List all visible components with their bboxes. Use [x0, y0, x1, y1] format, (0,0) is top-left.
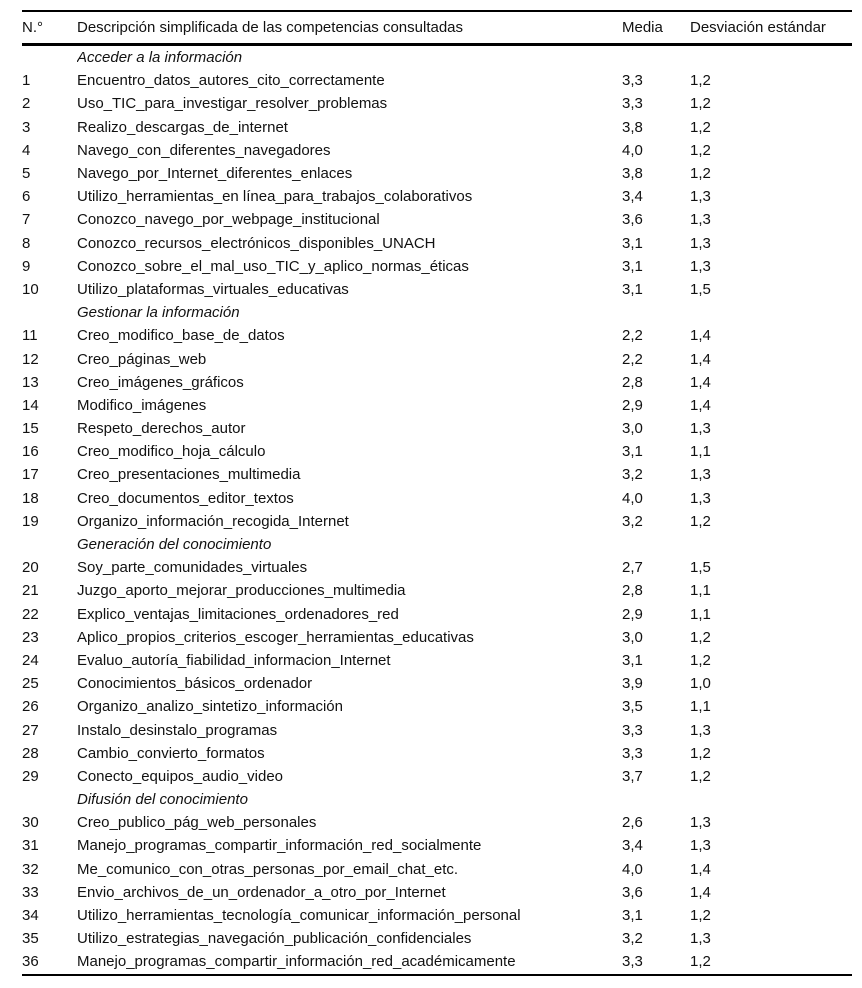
row-number: 2: [22, 95, 31, 113]
std-dev-value: 1,2: [690, 95, 711, 113]
std-dev-value: 1,2: [690, 953, 711, 971]
media-value: 3,4: [622, 837, 643, 855]
row-number: 35: [22, 930, 39, 948]
row-number: 10: [22, 280, 39, 298]
competency-description: Cambio_convierto_formatos: [77, 744, 265, 762]
competency-description: Uso_TIC_para_investigar_resolver_problemas: [77, 95, 388, 113]
std-dev-value: 1,4: [690, 327, 711, 345]
std-dev-value: 1,2: [690, 118, 711, 136]
table-row: [22, 487, 852, 510]
table-row: [22, 116, 852, 139]
media-value: 4,0: [622, 860, 643, 878]
table-row: [22, 858, 852, 881]
column-header-std-dev: Desviación estándar: [690, 11, 852, 45]
table-row: [22, 208, 852, 231]
table-row: [22, 185, 852, 208]
table-row: [22, 626, 852, 649]
table-row: [22, 255, 852, 278]
media-value: 3,2: [622, 930, 643, 948]
competency-description: Aplico_propios_criterios_escoger_herramientas_educativas: [77, 628, 474, 646]
row-number: 20: [22, 559, 39, 577]
table-row: [22, 510, 852, 533]
section-number-cell: [22, 301, 77, 324]
std-dev-value: 1,1: [690, 605, 711, 623]
section-number-cell: [22, 45, 77, 70]
competency-description: Organizo_información_recogida_Internet: [77, 512, 349, 530]
std-dev-value: 1,3: [690, 489, 711, 507]
media-value: 3,6: [622, 883, 643, 901]
row-number: 26: [22, 698, 39, 716]
table-row: [22, 232, 852, 255]
row-number: 33: [22, 883, 39, 901]
std-dev-value: 1,1: [690, 582, 711, 600]
media-value: 3,9: [622, 675, 643, 693]
column-header-description: Descripción simplificada de las competencias consultadas: [77, 11, 622, 45]
std-dev-value: 1,2: [690, 141, 711, 159]
std-dev-value: 1,3: [690, 837, 711, 855]
table-row: [22, 556, 852, 579]
media-value: 3,0: [622, 420, 643, 438]
competency-description: Instalo_desinstalo_programas: [77, 721, 278, 739]
table-body: [22, 45, 852, 975]
table-row: [22, 765, 852, 788]
std-dev-value: 1,2: [690, 744, 711, 762]
media-value: 2,9: [622, 396, 643, 414]
section-row: [22, 45, 852, 70]
row-number: 24: [22, 651, 39, 669]
std-dev-value: 1,3: [690, 814, 711, 832]
media-value: 3,8: [622, 118, 643, 136]
std-dev-value: 1,4: [690, 396, 711, 414]
table-row: [22, 278, 852, 301]
std-dev-value: 1,1: [690, 443, 711, 461]
row-number: 6: [22, 188, 31, 206]
table-row: [22, 371, 852, 394]
media-value: 2,6: [622, 814, 643, 832]
std-dev-value: 1,2: [690, 628, 711, 646]
row-number: 18: [22, 489, 39, 507]
std-dev-value: 1,4: [690, 350, 711, 368]
competency-description: Me_comunico_con_otras_personas_por_email_chat_etc.: [77, 860, 459, 878]
row-number: 19: [22, 512, 39, 530]
media-value: 3,3: [622, 953, 643, 971]
std-dev-value: 1,3: [690, 466, 711, 484]
row-number: 27: [22, 721, 39, 739]
row-number: 12: [22, 350, 39, 368]
media-value: 3,3: [622, 721, 643, 739]
table-row: [22, 417, 852, 440]
competencies-table: [22, 10, 852, 976]
std-dev-value: 1,0: [690, 675, 711, 693]
row-number: 13: [22, 373, 39, 391]
competency-description: Utilizo_plataformas_virtuales_educativas: [77, 280, 349, 298]
competency-description: Conecto_equipos_audio_video: [77, 767, 284, 785]
section-number-cell: [22, 533, 77, 556]
row-number: 31: [22, 837, 39, 855]
table-row: [22, 881, 852, 904]
media-value: 3,1: [622, 280, 643, 298]
section-label: Generación del conocimiento: [77, 536, 272, 554]
competency-description: Creo_modifico_hoja_cálculo: [77, 443, 266, 461]
media-value: 2,2: [622, 327, 643, 345]
competency-description: Encuentro_datos_autores_cito_correctamente: [77, 72, 385, 90]
section-label: Gestionar la información: [77, 304, 240, 322]
row-number: 28: [22, 744, 39, 762]
media-value: 3,3: [622, 744, 643, 762]
table-row: [22, 579, 852, 602]
row-number: 11: [22, 327, 38, 345]
std-dev-value: 1,3: [690, 257, 711, 275]
media-value: 3,1: [622, 257, 643, 275]
media-value: 2,2: [622, 350, 643, 368]
row-number: 9: [22, 257, 31, 275]
table-row: [22, 904, 852, 927]
competency-description: Envio_archivos_de_un_ordenador_a_otro_por_Internet: [77, 883, 446, 901]
column-header-media: Media: [622, 11, 690, 45]
table-row: [22, 950, 852, 974]
row-number: 16: [22, 443, 39, 461]
media-value: 3,1: [622, 234, 643, 252]
table-row: [22, 394, 852, 417]
section-number-cell: [22, 788, 77, 811]
competency-description: Creo_documentos_editor_textos: [77, 489, 294, 507]
std-dev-value: 1,2: [690, 907, 711, 925]
header-row: [22, 11, 852, 45]
section-row: [22, 301, 852, 324]
std-dev-value: 1,2: [690, 512, 711, 530]
competency-description: Conocimientos_básicos_ordenador: [77, 675, 313, 693]
media-value: 3,1: [622, 907, 643, 925]
row-number: 1: [22, 72, 31, 90]
media-value: 3,3: [622, 72, 643, 90]
competency-description: Creo_presentaciones_multimedia: [77, 466, 301, 484]
std-dev-value: 1,4: [690, 373, 711, 391]
row-number: 32: [22, 860, 39, 878]
media-value: 4,0: [622, 141, 643, 159]
competency-description: Evaluo_autoría_fiabilidad_informacion_Internet: [77, 651, 391, 669]
row-number: 14: [22, 396, 39, 414]
media-value: 3,2: [622, 466, 643, 484]
std-dev-value: 1,3: [690, 721, 711, 739]
row-number: 15: [22, 420, 39, 438]
std-dev-value: 1,3: [690, 234, 711, 252]
table-row: [22, 92, 852, 115]
std-dev-value: 1,3: [690, 188, 711, 206]
row-number: 22: [22, 605, 39, 623]
competency-description: Explico_ventajas_limitaciones_ordenadores_red: [77, 605, 399, 623]
competency-description: Creo_publico_pág_web_personales: [77, 814, 317, 832]
row-number: 21: [22, 582, 39, 600]
table-row: [22, 324, 852, 347]
table-row: [22, 927, 852, 950]
competency-description: Utilizo_herramientas_en línea_para_trabajos_colaborativos: [77, 188, 473, 206]
table-row: [22, 69, 852, 92]
section-label: Difusión del conocimiento: [77, 791, 248, 809]
std-dev-value: 1,4: [690, 883, 711, 901]
competency-description: Navego_por_Internet_diferentes_enlaces: [77, 165, 353, 183]
media-value: 2,7: [622, 559, 643, 577]
competency-description: Creo_modifico_base_de_datos: [77, 327, 285, 345]
competency-description: Conozco_navego_por_webpage_institucional: [77, 211, 380, 229]
column-header-number: N.°: [22, 11, 77, 45]
row-number: 17: [22, 466, 39, 484]
std-dev-value: 1,3: [690, 930, 711, 948]
media-value: 3,6: [622, 211, 643, 229]
competency-description: Navego_con_diferentes_navegadores: [77, 141, 331, 159]
std-dev-value: 1,2: [690, 767, 711, 785]
media-value: 2,9: [622, 605, 643, 623]
competency-description: Utilizo_herramientas_tecnología_comunicar_información_personal: [77, 907, 521, 925]
competency-description: Creo_imágenes_gráficos: [77, 373, 244, 391]
table-row: [22, 672, 852, 695]
competency-description: Organizo_analizo_sintetizo_información: [77, 698, 343, 716]
row-number: 34: [22, 907, 39, 925]
competency-description: Realizo_descargas_de_internet: [77, 118, 288, 136]
competency-description: Modifico_imágenes: [77, 396, 207, 414]
competency-description: Conozco_sobre_el_mal_uso_TIC_y_aplico_normas_éticas: [77, 257, 469, 275]
table-row: [22, 742, 852, 765]
table-row: [22, 162, 852, 185]
table-header: [22, 11, 852, 45]
media-value: 2,8: [622, 582, 643, 600]
competency-description: Soy_parte_comunidades_virtuales: [77, 559, 308, 577]
table-row: [22, 811, 852, 834]
competency-description: Juzgo_aporto_mejorar_producciones_multimedia: [77, 582, 406, 600]
std-dev-value: 1,2: [690, 165, 711, 183]
row-number: 30: [22, 814, 39, 832]
table-row: [22, 718, 852, 741]
row-number: 36: [22, 953, 39, 971]
std-dev-value: 1,3: [690, 211, 711, 229]
std-dev-value: 1,5: [690, 559, 711, 577]
row-number: 8: [22, 234, 31, 252]
competency-description: Respeto_derechos_autor: [77, 420, 246, 438]
media-value: 3,5: [622, 698, 643, 716]
table-row: [22, 649, 852, 672]
media-value: 3,3: [622, 95, 643, 113]
table-row: [22, 347, 852, 370]
table-row: [22, 463, 852, 486]
std-dev-value: 1,5: [690, 280, 711, 298]
row-number: 5: [22, 165, 31, 183]
table-row: [22, 139, 852, 162]
media-value: 3,1: [622, 443, 643, 461]
section-row: [22, 788, 852, 811]
std-dev-value: 1,1: [690, 698, 711, 716]
row-number: 4: [22, 141, 31, 159]
competency-description: Conozco_recursos_electrónicos_disponibles_UNACH: [77, 234, 436, 252]
std-dev-value: 1,4: [690, 860, 711, 878]
table-row: [22, 834, 852, 857]
std-dev-value: 1,2: [690, 72, 711, 90]
row-number: 3: [22, 118, 31, 136]
row-number: 25: [22, 675, 39, 693]
media-value: 2,8: [622, 373, 643, 391]
competency-description: Utilizo_estrategias_navegación_publicación_confidenciales: [77, 930, 472, 948]
table-row: [22, 603, 852, 626]
std-dev-value: 1,2: [690, 651, 711, 669]
media-value: 3,4: [622, 188, 643, 206]
std-dev-value: 1,3: [690, 420, 711, 438]
competency-description: Manejo_programas_compartir_información_red_académicamente: [77, 953, 516, 971]
media-value: 3,2: [622, 512, 643, 530]
media-value: 3,0: [622, 628, 643, 646]
media-value: 3,7: [622, 767, 643, 785]
competency-description: Creo_páginas_web: [77, 350, 207, 368]
row-number: 29: [22, 767, 39, 785]
competency-description: Manejo_programas_compartir_información_red_socialmente: [77, 837, 482, 855]
media-value: 4,0: [622, 489, 643, 507]
section-row: [22, 533, 852, 556]
media-value: 3,1: [622, 651, 643, 669]
table-row: [22, 695, 852, 718]
media-value: 3,8: [622, 165, 643, 183]
row-number: 23: [22, 628, 39, 646]
row-number: 7: [22, 211, 31, 229]
section-label: Acceder a la información: [77, 49, 243, 67]
table-row: [22, 440, 852, 463]
